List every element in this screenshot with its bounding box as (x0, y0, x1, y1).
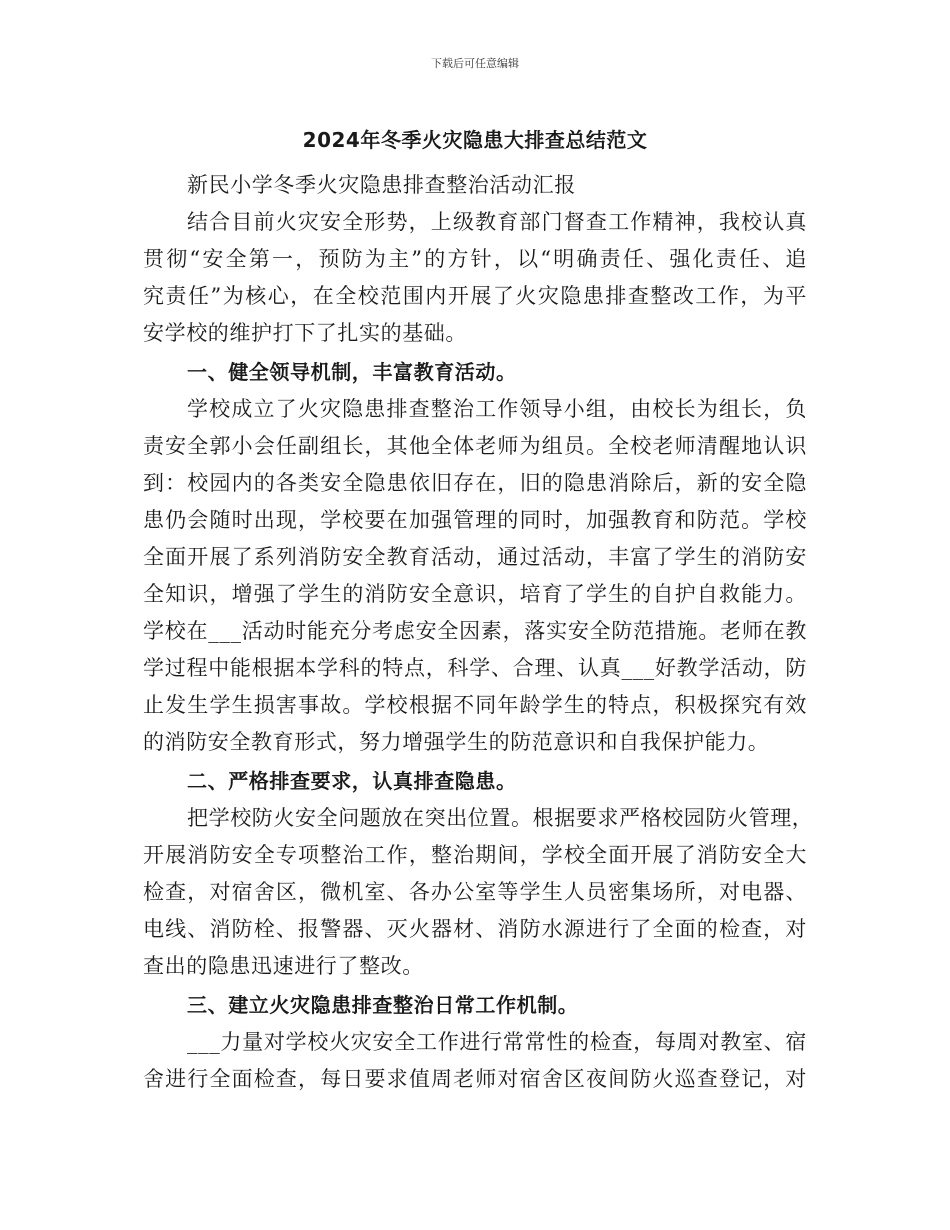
document-subtitle: 新民小学冬季火灾隐患排查整治活动汇报 (187, 173, 576, 197)
paragraph-line: 患仍会随时出现，学校要在加强管理的同时，加强教育和防范。学校 (143, 508, 807, 532)
paragraph-line: 结合目前火灾安全形势，上级教育部门督查工作精神，我校认真 (187, 210, 807, 234)
paragraph-line: 贯彻“安全第一，预防为主”的方针，以“明确责任、强化责任、追 (143, 247, 807, 271)
paragraph-line: ___力量对学校火灾安全工作进行常常性的检查，每周对教室、宿 (187, 1030, 807, 1054)
paragraph-line: 电线、消防栓、报警器、灭火器材、消防水源进行了全面的检查，对 (143, 917, 807, 941)
paragraph-line: 的消防安全教育形式，努力增强学生的防范意识和自我保护能力。 (143, 730, 770, 754)
paragraph-line: 学校成立了火灾隐患排查整治工作领导小组，由校长为组长，负 (187, 397, 807, 421)
paragraph-line: 检查，对宿舍区，微机室、各办公室等学生人员密集场所，对电器、 (143, 880, 807, 904)
paragraph-line: 到：校园内的各类安全隐患依旧存在，旧的隐患消除后，新的安全隐 (143, 471, 807, 495)
paragraph-line: 全知识，增强了学生的消防安全意识，培育了学生的自护自救能力。 (143, 582, 807, 606)
paragraph-line: 安学校的维护打下了扎实的基础。 (143, 321, 467, 345)
paragraph-line: 查出的隐患迅速进行了整改。 (143, 954, 424, 978)
page-header-note: 下载后可任意编辑 (431, 57, 519, 70)
paragraph-line: 舍进行全面检查，每日要求值周老师对宿舍区夜间防火巡查登记，对 (143, 1067, 807, 1091)
paragraph-line: 止发生学生损害事故。学校根据不同年龄学生的特点，积极探究有效 (143, 693, 807, 717)
section-heading-2: 二、严格排查要求，认真排查隐患。 (187, 769, 517, 793)
paragraph-line: 开展消防安全专项整治工作，整治期间，学校全面开展了消防安全大 (143, 843, 807, 867)
paragraph-line: 把学校防火安全问题放在突出位置。根据要求严格校园防火管理， (187, 806, 814, 830)
section-heading-1: 一、健全领导机制，丰富教育活动。 (187, 360, 517, 384)
paragraph-line: 学校在___活动时能充分考虑安全因素，落实安全防范措施。老师在教 (143, 619, 807, 643)
document-title: 2024年冬季火灾隐患大排查总结范文 (302, 128, 648, 152)
paragraph-line: 学过程中能根据本学科的特点，科学、合理、认真___好教学活动，防 (143, 656, 807, 680)
paragraph-line: 全面开展了系列消防安全教育活动，通过活动，丰富了学生的消防安 (143, 545, 807, 569)
paragraph-line: 责安全郭小会任副组长，其他全体老师为组员。全校老师清醒地认识 (143, 434, 807, 458)
section-heading-3: 三、建立火灾隐患排查整治日常工作机制。 (187, 993, 579, 1017)
paragraph-line: 究责任”为核心，在全校范围内开展了火灾隐患排查整改工作，为平 (143, 284, 807, 308)
